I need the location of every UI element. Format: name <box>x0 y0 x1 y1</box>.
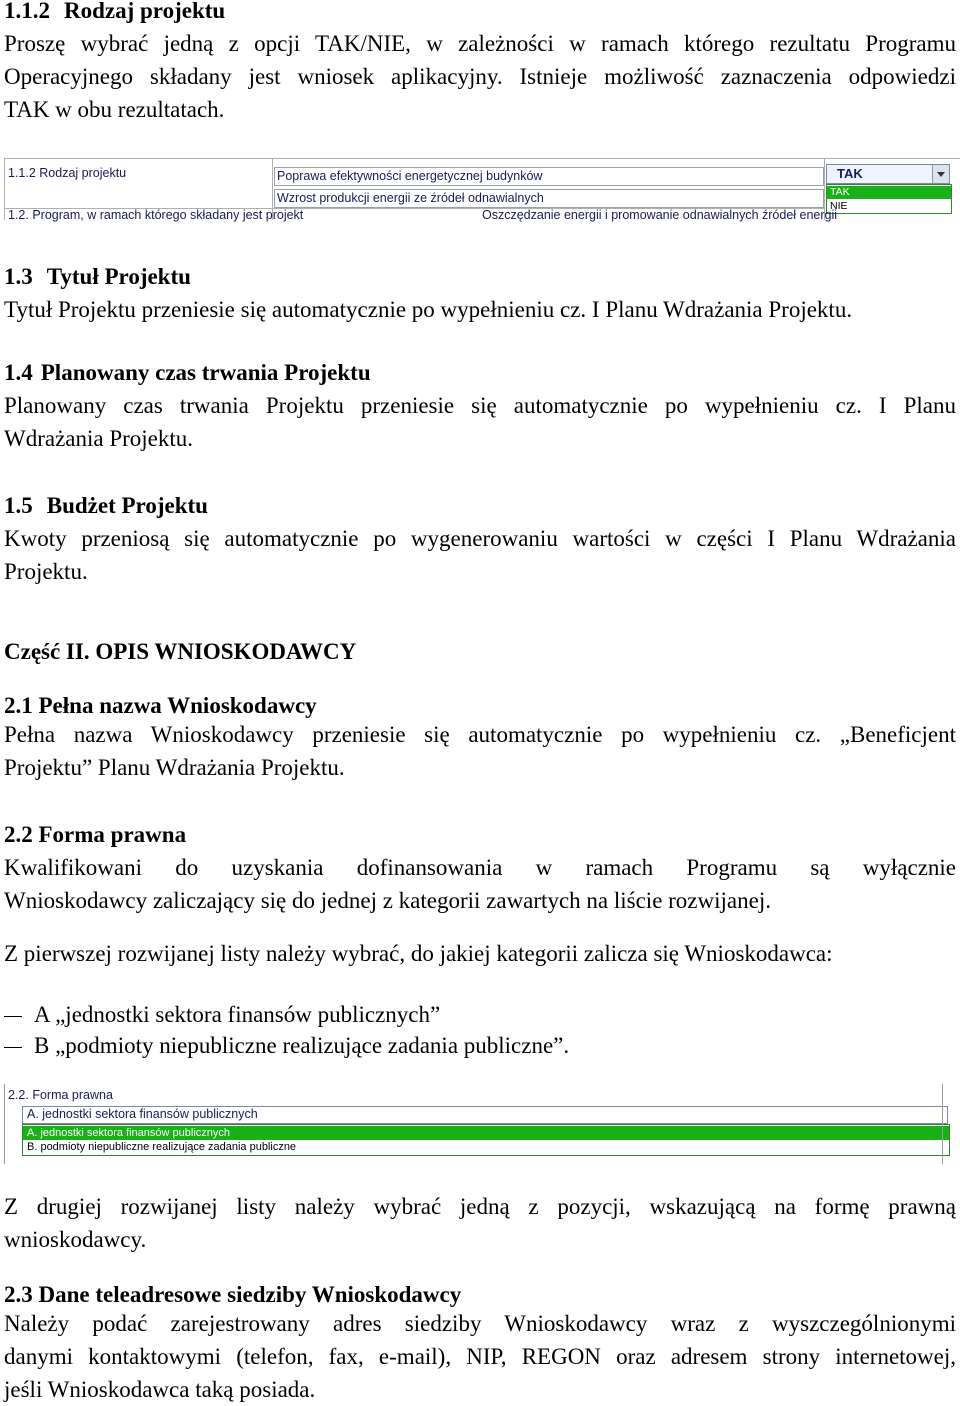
paragraph-2-2-second-list <box>4 1190 956 1256</box>
text-line: Proszę wybrać jedną z opcji TAK/NIE, w zależności w ramach którego rezultatu Programu <box>4 31 956 56</box>
heading-number: 1.4 <box>4 360 33 385</box>
dash-bullet-icon <box>4 1016 22 1017</box>
form-label-forma-prawna: 2.2. Forma prawna <box>8 1088 113 1102</box>
heading-number: 1.5 <box>4 493 33 518</box>
text-line: Z drugiej rozwijanej listy należy wybrać jedną z pozycji, wskazującą na formę prawną <box>4 1194 956 1219</box>
paragraph-2-2-instruction <box>4 937 956 970</box>
tak-nie-dropdown[interactable] <box>826 164 950 184</box>
paragraph-1-4 <box>4 389 956 455</box>
form-screenshot-forma-prawna <box>4 1084 944 1164</box>
text-line: TAK w obu rezultatach. <box>4 97 225 122</box>
heading-2-2: 2.2 Forma prawna <box>4 822 187 847</box>
heading-2-1: 2.1 Pełna nazwa Wnioskodawcy <box>4 693 317 718</box>
text-line: Projektu. <box>4 559 88 584</box>
heading-title: Tytuł Projektu <box>46 264 191 289</box>
list-item <box>4 1029 569 1062</box>
heading-number: 1.1.2 <box>4 0 50 23</box>
paragraph-1-1-2 <box>4 27 956 126</box>
list-item-text: B „podmioty niepubliczne realizujące zadania publiczne”. <box>34 1033 570 1058</box>
form-label-program: 1.2. Program, w ramach którego składany jest projekt <box>8 208 304 222</box>
dropdown-option-a[interactable]: A. jednostki sektora finansów publicznych <box>23 1126 949 1140</box>
forma-prawna-dropdown-list <box>22 1124 950 1156</box>
text-line: Z pierwszej rozwijanej listy należy wybrać, do jakiej kategorii zalicza się Wnioskodawca: <box>4 941 833 966</box>
paragraph-2-2 <box>4 851 956 917</box>
text-line: Wnioskodawcy zaliczający się do jednej z kategorii zawartych na liście rozwijanej. <box>4 888 771 913</box>
divider <box>942 1084 943 1164</box>
divider <box>4 1084 5 1164</box>
form-screenshot-rodzaj-projektu <box>4 158 960 224</box>
text-line: Należy podać zarejestrowany adres siedziby Wnioskodawcy wraz z wyszczególnionymi <box>4 1311 956 1336</box>
paragraph-2-3 <box>4 1307 956 1406</box>
paragraph-2-1 <box>4 718 956 784</box>
text-line: wnioskodawcy. <box>4 1227 147 1252</box>
heading-1-3 <box>4 260 191 293</box>
text-line: Operacyjnego składany jest wniosek aplikacyjny. Istnieje możliwość zaznaczenia odpowiedzi <box>4 64 956 89</box>
list-item-text: A „jednostki sektora finansów publicznych” <box>34 1002 441 1027</box>
heading-title: Rodzaj projektu <box>64 0 226 23</box>
text-line: Kwalifikowani do uzyskania dofinansowania w ramach Programu są wyłącznie <box>4 855 956 880</box>
text-line: jeśli Wnioskodawca taką posiada. <box>4 1377 316 1402</box>
dash-bullet-icon <box>4 1047 22 1048</box>
tak-nie-dropdown-list <box>826 184 952 214</box>
text-line: Projektu” Planu Wdrażania Projektu. <box>4 755 345 780</box>
heading-2-3: 2.3 Dane teleadresowe siedziby Wnioskodawcy <box>4 1282 462 1307</box>
text-line: Kwoty przeniosą się automatycznie po wygenerowaniu wartości w części I Planu Wdrażania <box>4 526 956 551</box>
chevron-down-icon[interactable] <box>932 165 949 183</box>
text-line: Wdrażania Projektu. <box>4 426 194 451</box>
forma-prawna-dropdown[interactable] <box>22 1106 948 1124</box>
heading-1-1-2 <box>4 0 225 27</box>
text-line: Planowany czas trwania Projektu przeniesie się automatycznie po wypełnieniu cz. I Planu <box>4 393 956 418</box>
text-line: Pełna nazwa Wnioskodawcy przeniesie się automatycznie po wypełnieniu cz. „Beneficjent <box>4 722 956 747</box>
heading-number: 1.3 <box>4 264 33 289</box>
list-item <box>4 998 440 1031</box>
field-text: Poprawa efektywności energetycznej budynków <box>277 169 543 183</box>
text-line: danymi kontaktowymi (telefon, fax, e-mail), NIP, REGON oraz adresem strony internetowej, <box>4 1344 956 1369</box>
part-heading: Część II. OPIS WNIOSKODAWCY <box>4 639 357 664</box>
dropdown-selected-value: A. jednostki sektora finansów publicznych <box>27 1107 258 1121</box>
dropdown-selected-value: TAK <box>837 166 863 181</box>
divider <box>4 158 960 159</box>
field-program-value: Oszczędzanie energii i promowanie odnawialnych źródeł energii <box>482 208 838 222</box>
field-wzrost-produkcji <box>274 189 824 208</box>
text-line: Tytuł Projektu przeniesie się automatycznie po wypełnieniu cz. I Planu Wdrażania Projektu. <box>4 297 853 322</box>
dropdown-option-nie[interactable]: NIE <box>830 200 848 212</box>
dropdown-option-tak[interactable]: TAK <box>827 186 951 199</box>
field-text: Wzrost produkcji energii ze źródeł odnawialnych <box>277 191 544 205</box>
heading-title: Budżet Projektu <box>46 493 208 518</box>
heading-1-4 <box>4 356 371 389</box>
form-label-rodzaj-projektu: 1.1.2 Rodzaj projektu <box>8 166 127 180</box>
field-poprawa-efektywnosci <box>274 167 824 186</box>
paragraph-1-5 <box>4 522 956 588</box>
paragraph-1-3 <box>4 293 956 326</box>
dropdown-option-b[interactable]: B. podmioty niepubliczne realizujące zadania publiczne <box>27 1141 297 1153</box>
divider <box>4 158 5 220</box>
heading-1-5 <box>4 489 208 522</box>
heading-title: Planowany czas trwania Projektu <box>40 360 371 385</box>
